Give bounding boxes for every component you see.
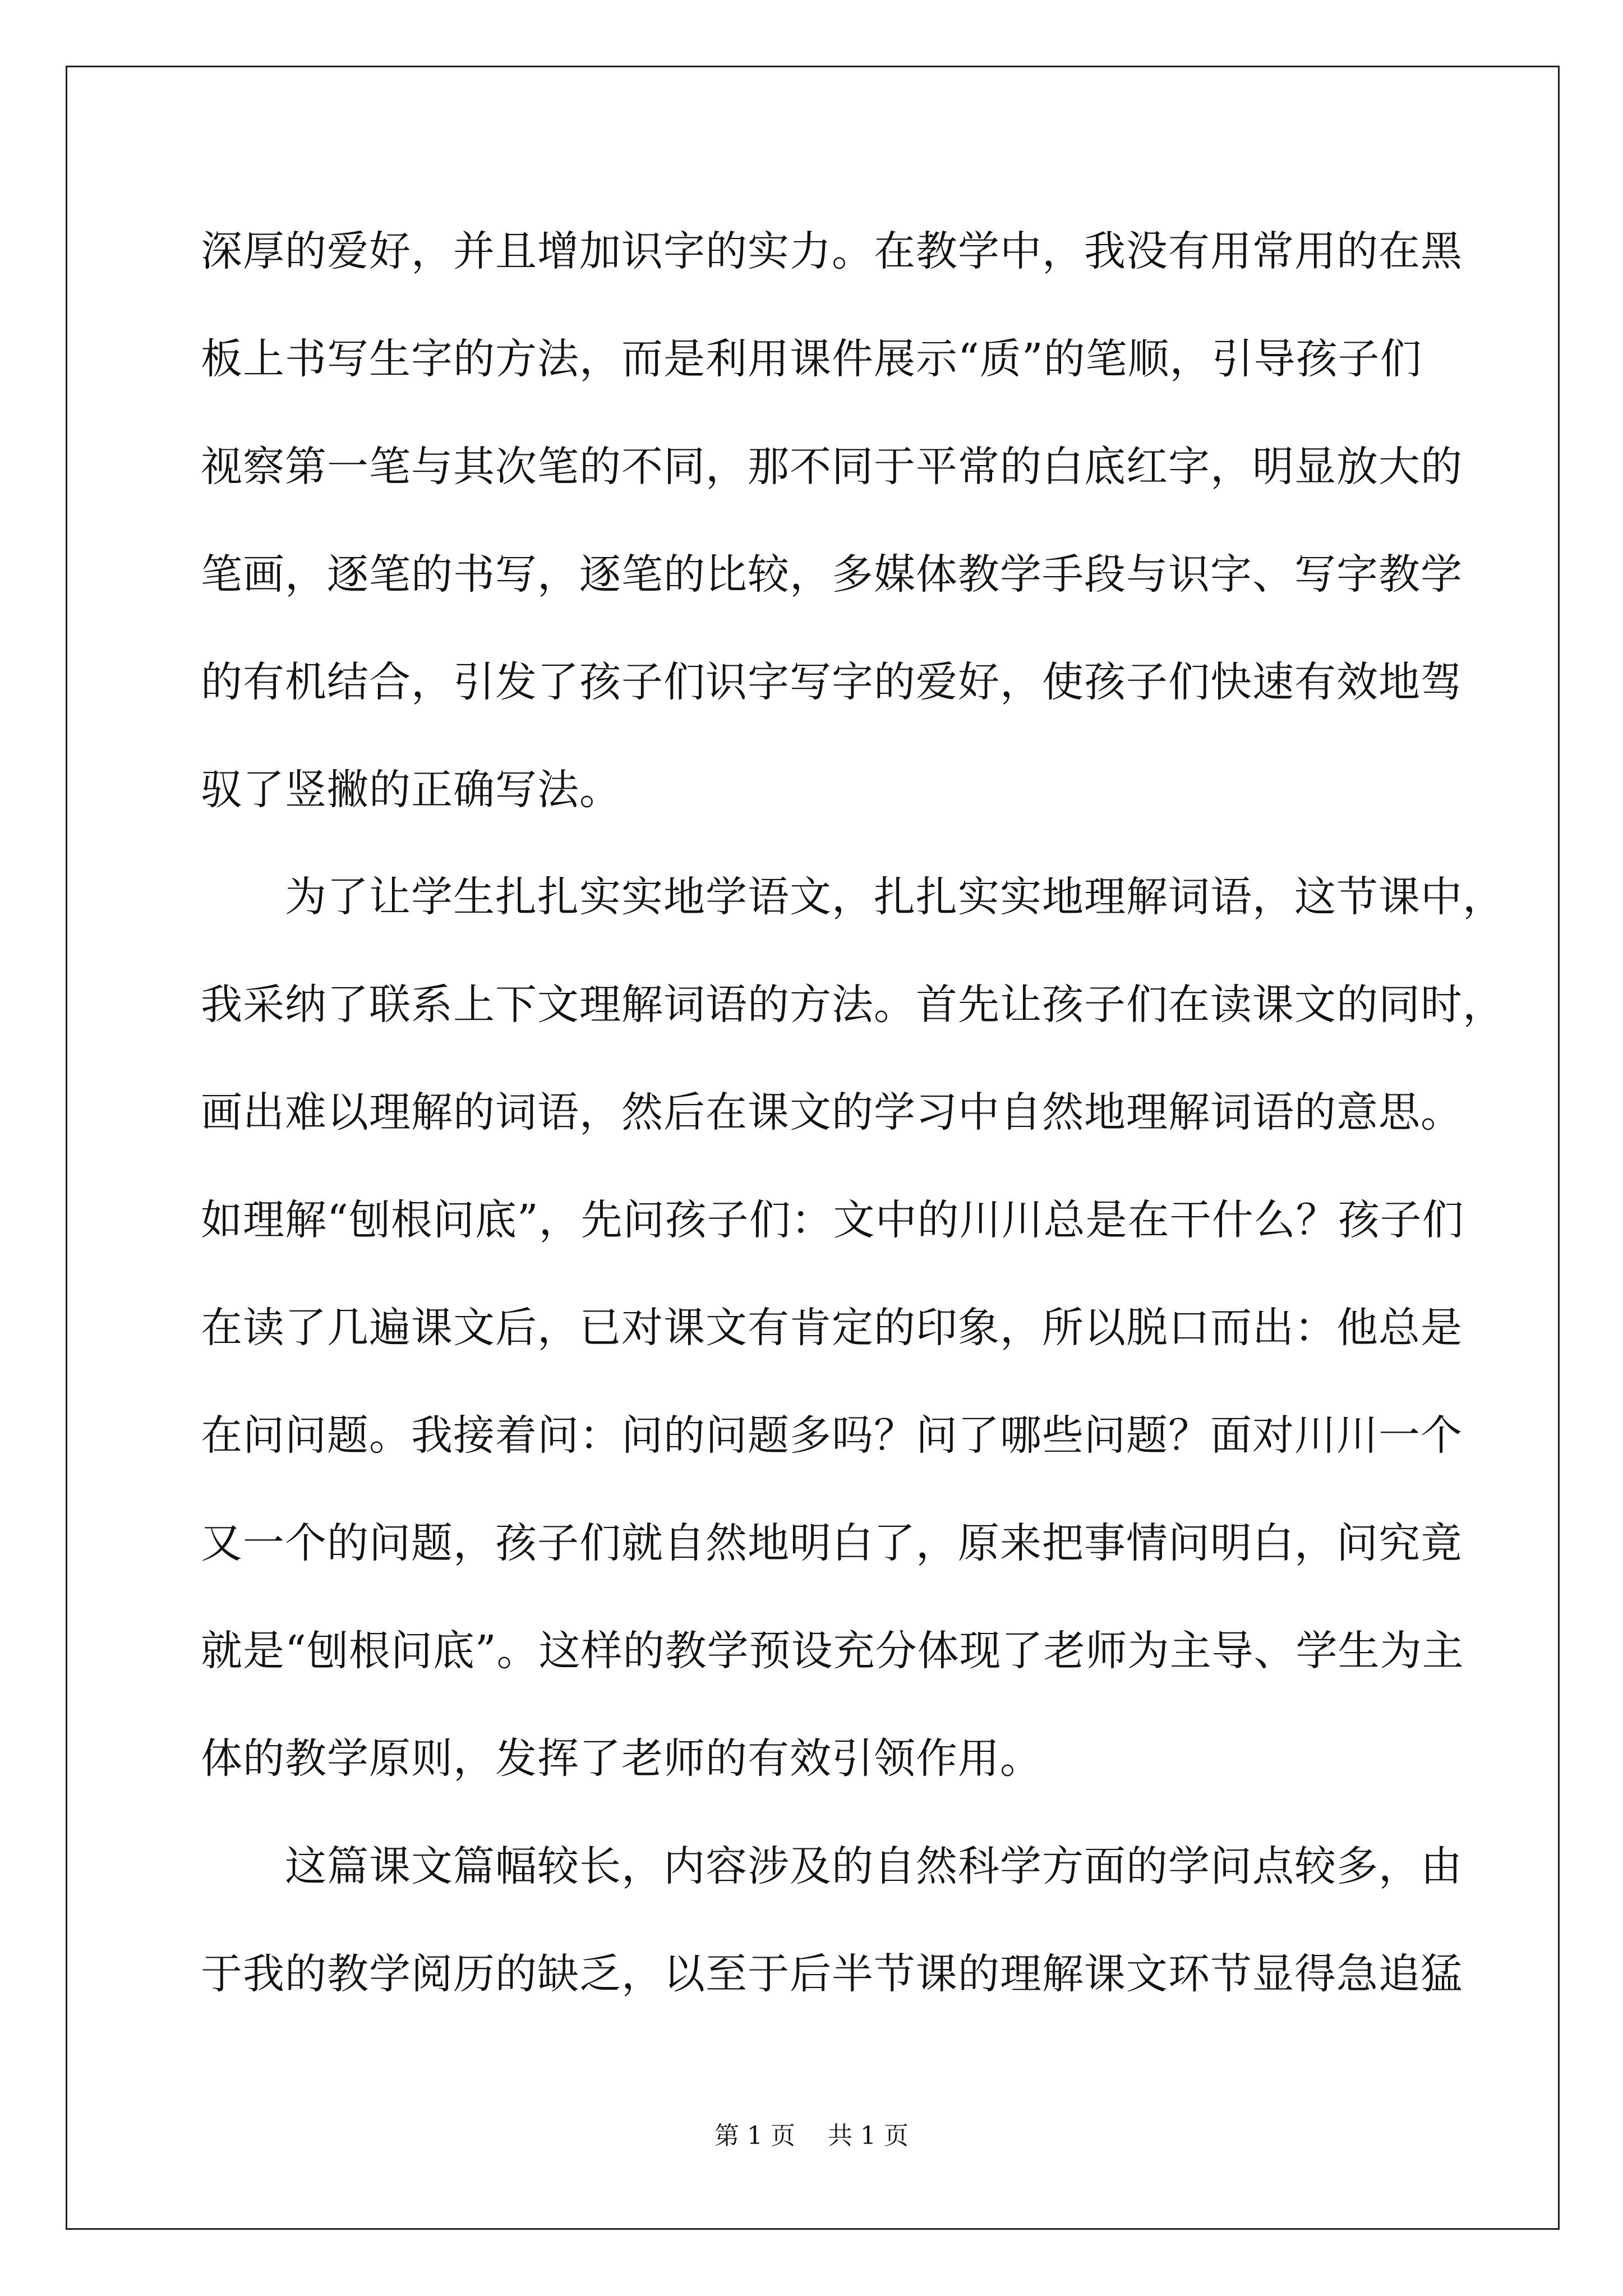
text-line: 我采纳了联系上下文理解词语的方法。首先让孩子们在读课文的同时， [201,981,1505,1029]
text-line: 画出难以理解的词语，然后在课文的学习中自然地理解词语的意思。 [201,1088,1463,1137]
text-line: 视察第一笔与其次笔的不同，那不同于平常的白底红字，明显放大的 [201,443,1463,491]
text-line: 体的教学原则，发挥了老师的有效引领作用。 [201,1734,1042,1783]
text-line: 深厚的爱好，并且增加识字的实力。在教学中，我没有用常用的在黑 [201,227,1463,275]
text-line: 的有机结合，引发了孩子们识字写字的爱好，使孩子们快速有效地驾 [201,658,1463,706]
text-line: 如理解“刨根问底”，先问孩子们：文中的川川总是在干什么？孩子们 [201,1196,1464,1244]
text-line: 在读了几遍课文后，已对课文有肯定的印象，所以脱口而出：他总是 [201,1304,1463,1352]
text-line: 板上书写生字的方法，而是利用课件展示“质”的笔顺，引导孩子们 [201,335,1422,383]
text-line: 驭了竖撇的正确写法。 [201,766,621,814]
text-line: 这篇课文篇幅较长，内容涉及的自然科学方面的学问点较多，由 [201,1842,1463,1890]
page-footer: 第 1 页 共 1 页 [714,2122,909,2150]
text-line: 为了让学生扎扎实实地学语文，扎扎实实地理解词语，这节课中， [201,873,1505,921]
text-line: 就是“刨根问底”。这样的教学预设充分体现了老师为主导、学生为主 [201,1627,1464,1675]
text-line: 于我的教学阅历的缺乏，以至于后半节课的理解课文环节显得急追猛 [201,1950,1463,1998]
text-line: 笔画，逐笔的书写，逐笔的比较，多媒体教学手段与识字、写字教学 [201,550,1463,599]
text-line: 又一个的问题，孩子们就自然地明白了，原来把事情问明白，问究竟 [201,1519,1463,1567]
text-line: 在问问题。我接着问：问的问题多吗？问了哪些问题？面对川川一个 [201,1411,1463,1460]
